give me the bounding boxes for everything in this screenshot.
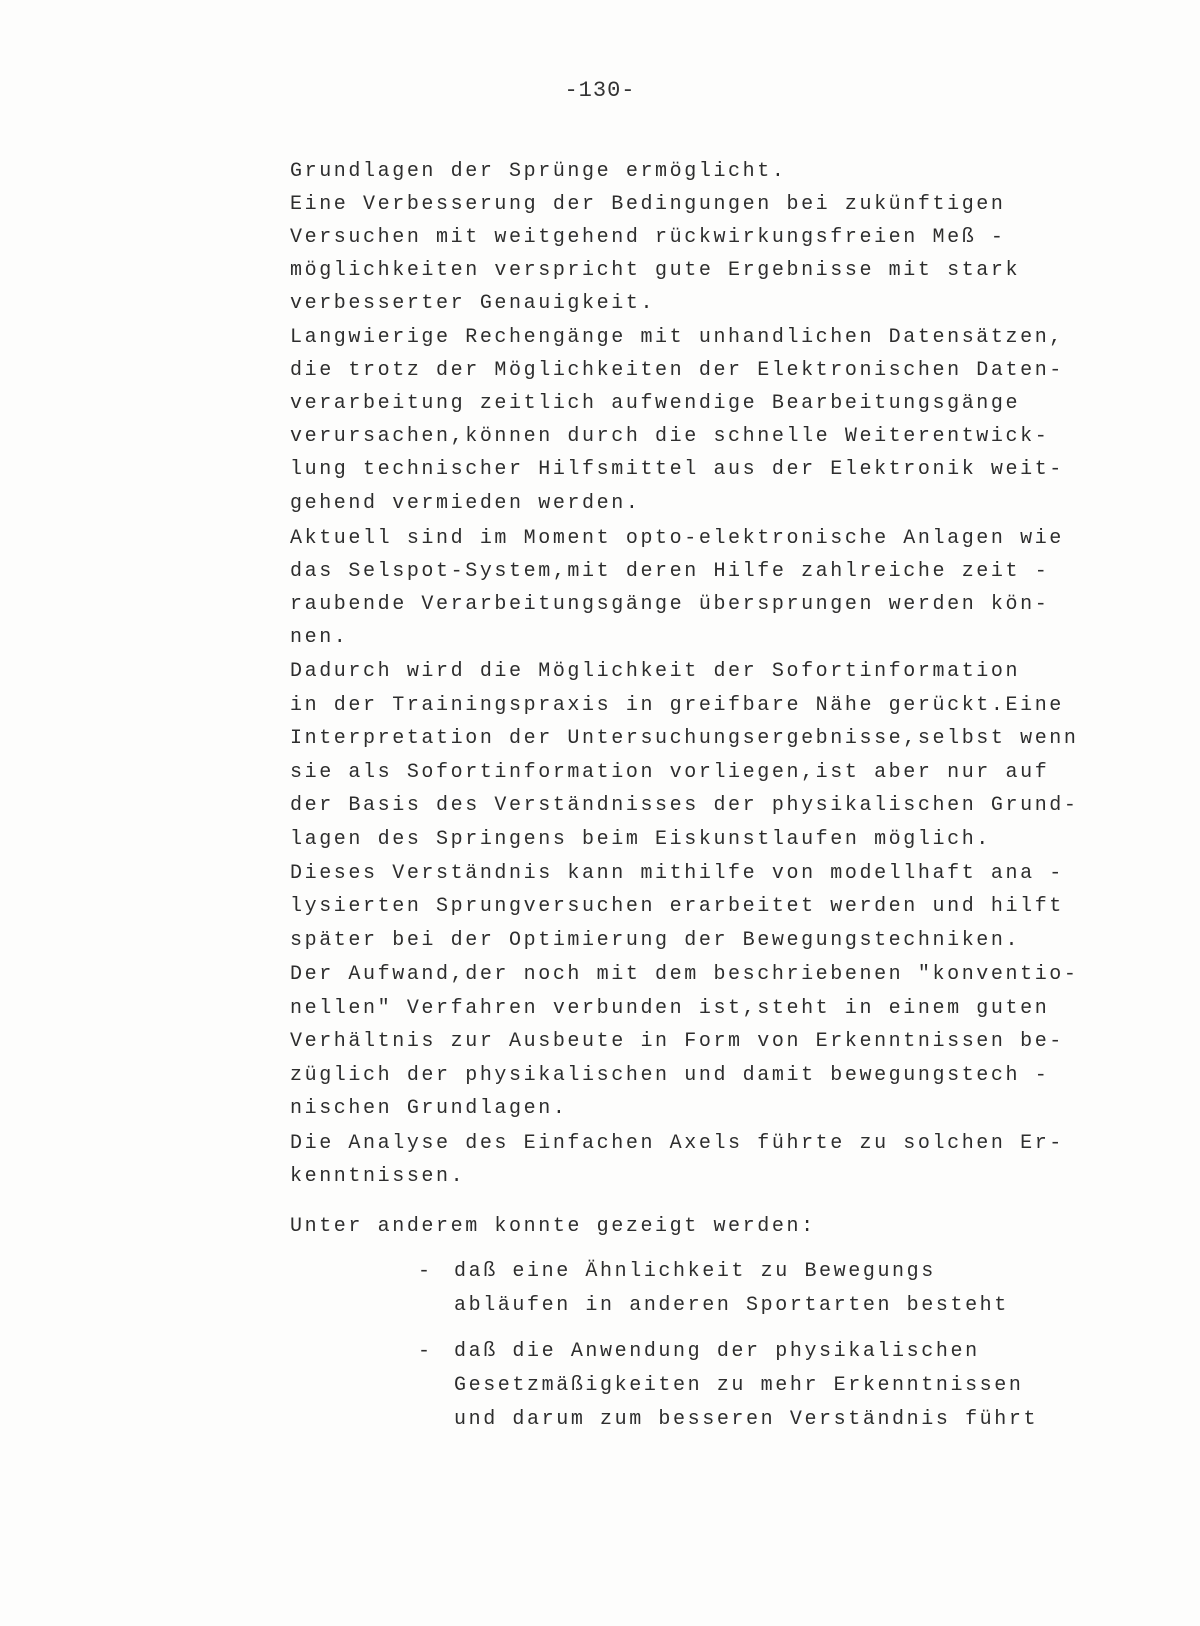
text-line: Versuchen mit weitgehend rückwirkungsfreien Meß - — [290, 226, 1006, 249]
text-line: Dadurch wird die Möglichkeit der Sofortinformation — [290, 660, 1021, 683]
text-line: Dieses Verständnis kann mithilfe von modellhaft ana - — [290, 862, 1064, 885]
text-line: verursachen,können durch die schnelle Weiterentwick- — [290, 425, 1050, 448]
text-line: Unter anderem konnte gezeigt werden: — [290, 1215, 816, 1238]
text-line: lagen des Springens beim Eiskunstlaufen möglich. — [290, 828, 991, 851]
text-line: verbesserter Genauigkeit. — [290, 292, 656, 315]
text-line: Der Aufwand,der noch mit dem beschriebenen "konventio- — [290, 963, 1079, 986]
text-line: in der Trainingspraxis in greifbare Nähe gerückt.Eine — [290, 694, 1064, 717]
text-line: möglichkeiten verspricht gute Ergebnisse mit stark — [290, 259, 1021, 282]
text-line: Interpretation der Untersuchungsergebnisse,selbst wenn — [290, 727, 1079, 750]
list-item-line: Gesetzmäßigkeiten zu mehr Erkenntnissen — [454, 1374, 1024, 1397]
list-item-line: daß eine Ähnlichkeit zu Bewegungs — [454, 1260, 936, 1283]
text-line: sie als Sofortinformation vorliegen,ist aber nur auf — [290, 761, 1050, 784]
text-line: Grundlagen der Sprünge ermöglicht. — [290, 160, 787, 183]
text-line: züglich der physikalischen und damit bewegungstech - — [290, 1064, 1050, 1087]
list-bullet: - — [418, 1340, 431, 1363]
text-line: lung technischer Hilfsmittel aus der Elektronik weit- — [290, 458, 1064, 481]
text-line: Die Analyse des Einfachen Axels führte zu solchen Er- — [290, 1132, 1064, 1155]
text-line: Eine Verbesserung der Bedingungen bei zukünftigen — [290, 193, 1006, 216]
list-item-line: und darum zum besseren Verständnis führt — [454, 1408, 1039, 1431]
text-line: Verhältnis zur Ausbeute in Form von Erkenntnissen be- — [290, 1030, 1064, 1053]
text-line: die trotz der Möglichkeiten der Elektronischen Daten- — [290, 359, 1064, 382]
page-number: -130- — [564, 78, 636, 103]
text-line: Aktuell sind im Moment opto-elektronische Anlagen wie — [290, 527, 1064, 550]
text-line: später bei der Optimierung der Bewegungstechniken. — [290, 929, 1021, 952]
text-line: kenntnissen. — [290, 1165, 466, 1188]
text-line: nellen" Verfahren verbunden ist,steht in einem guten — [290, 997, 1050, 1020]
text-line: raubende Verarbeitungsgänge übersprungen werden kön- — [290, 593, 1050, 616]
text-line: nen. — [290, 626, 349, 649]
text-line: lysierten Sprungversuchen erarbeitet werden und hilft — [290, 895, 1064, 918]
text-line: der Basis des Verständnisses der physikalischen Grund- — [290, 794, 1079, 817]
text-line: gehend vermieden werden. — [290, 492, 641, 515]
list-item-line: daß die Anwendung der physikalischen — [454, 1340, 980, 1363]
list-bullet: - — [418, 1260, 431, 1283]
text-line: das Selspot-System,mit deren Hilfe zahlreiche zeit - — [290, 560, 1050, 583]
text-line: nischen Grundlagen. — [290, 1097, 568, 1120]
text-line: Langwierige Rechengänge mit unhandlichen Datensätzen, — [290, 326, 1064, 349]
text-line: verarbeitung zeitlich aufwendige Bearbeitungsgänge — [290, 392, 1021, 415]
list-item-line: abläufen in anderen Sportarten besteht — [454, 1294, 1009, 1317]
